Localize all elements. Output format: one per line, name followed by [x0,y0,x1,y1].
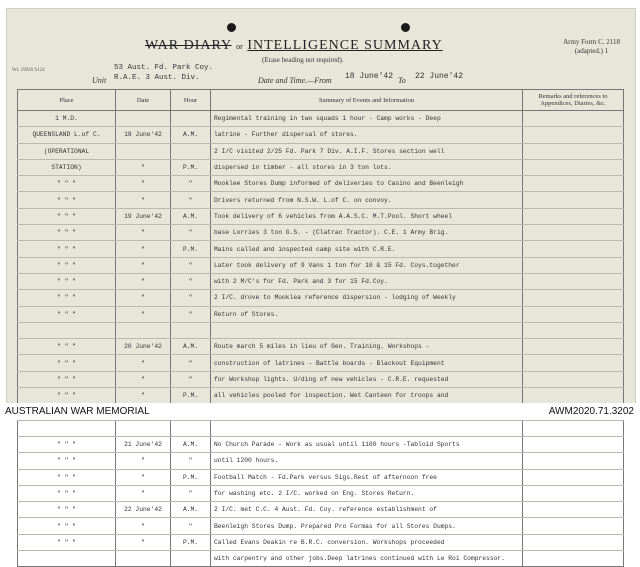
cell-hour: " [171,192,211,208]
cell-remarks [523,551,624,567]
cell-remarks [523,159,624,175]
cell-remarks [523,306,624,322]
cell-date [116,143,171,159]
cell-remarks [523,485,624,501]
cell-remarks [523,355,624,371]
cell-summary: Called Evans Deakin re B.R.C. conversion. Workshops proceeded [211,534,523,550]
cell-place: " " " [18,485,116,501]
cell-date: " [116,518,171,534]
cell-remarks [523,143,624,159]
cell-date: " [116,290,171,306]
table-row [18,127,624,143]
diary-title [145,38,443,54]
cell-place: 1 M.D. [18,111,116,127]
cell-place [18,322,116,338]
cell-date: 20 June'42 [116,339,171,355]
table-row [18,485,624,501]
cell-summary: Route march 5 miles in lieu of Gen. Training. Workshops - [211,339,523,355]
cell-hour: P.M. [171,388,211,404]
cell-place: QUEENSLAND L.of C. [18,127,116,143]
cell-date: " [116,176,171,192]
cell-place: " " " [18,502,116,518]
cell-place: " " " [18,534,116,550]
cell-place [18,551,116,567]
cell-place: " " " [18,436,116,452]
table-row [18,339,624,355]
cell-remarks [523,453,624,469]
cell-summary: for washing etc. 2 I/C. worked on Eng. Stores Return. [211,485,523,501]
cell-hour: A.M. [171,339,211,355]
punch-hole [227,23,236,32]
cell-hour: P.M. [171,469,211,485]
cell-date: 18 June'42 [116,127,171,143]
table-row [18,111,624,127]
form-adapted-text: (adapted.) 1 [574,47,609,56]
title-or: or [236,42,243,51]
cell-place: " " " [18,518,116,534]
cell-place: STATION) [18,159,116,175]
cell-hour: " [171,273,211,289]
cell-date: " [116,225,171,241]
table-row [18,453,624,469]
cell-hour: " [171,176,211,192]
cell-summary: 2 I/C. met C.C. 4 Aust. Fd. Coy. reference establishment of [211,502,523,518]
cell-summary [211,420,523,436]
cell-date: 19 June'42 [116,208,171,224]
cell-hour [171,143,211,159]
cell-summary: dispersed in timber - all stores in 3 ton lots. [211,159,523,175]
cell-summary: 2 I/C. drove to Mooklea reference dispersion - lodging of Weekly [211,290,523,306]
table-row [18,469,624,485]
unit-line-1: 53 Aust. Fd. Park Coy. [114,64,214,72]
table-row [18,502,624,518]
header-remarks: Remarks and references to Appendices, Diaries, &c. [523,90,624,111]
cell-hour: P.M. [171,534,211,550]
cell-date: " [116,273,171,289]
table-row [18,322,624,338]
cell-date [116,111,171,127]
table-row [18,436,624,452]
cell-date: " [116,534,171,550]
cell-date: " [116,371,171,387]
cell-remarks [523,176,624,192]
cell-date [116,551,171,567]
cell-summary: Took delivery of 6 vehicles from A.A.S.C. M.T.Pool. Short wheel [211,208,523,224]
cell-hour: " [171,371,211,387]
table-row [18,143,624,159]
cell-date: " [116,485,171,501]
cell-hour: A.M. [171,127,211,143]
cell-summary: with 2 M/C's for Fd. Park and 3 for 15 Fd.Coy. [211,273,523,289]
cell-hour: " [171,257,211,273]
cell-place: " " " [18,355,116,371]
table-row [18,371,624,387]
cell-date: " [116,306,171,322]
cell-remarks [523,502,624,518]
table-row [18,518,624,534]
form-number-text: Army Form C. 2118 [563,38,620,46]
cell-hour: " [171,518,211,534]
cell-remarks [523,225,624,241]
cell-date: " [116,192,171,208]
table-row [18,225,624,241]
cell-place: " " " [18,388,116,404]
cell-remarks [523,192,624,208]
footer-institution: AUSTRALIAN WAR MEMORIAL [5,406,150,417]
cell-remarks [523,127,624,143]
cell-date: 21 June'42 [116,436,171,452]
cell-summary: construction of latrines - Battle boards - Blackout Equipment [211,355,523,371]
cell-summary: No Church Parade - Work as usual until 1100 hours -Tabloid Sports [211,436,523,452]
cell-date: " [116,241,171,257]
cell-hour: A.M. [171,436,211,452]
cell-hour: A.M. [171,502,211,518]
cell-remarks [523,273,624,289]
table-row [18,306,624,322]
table-header-row [18,90,624,111]
title-war-diary: WAR DIARY [145,38,232,53]
date-to: 22 June'42 [415,72,464,81]
punch-hole [401,23,410,32]
cell-summary: for Workshop lights. U/ding of new vehicles - C.R.E. requested [211,371,523,387]
unit-line-2: R.A.E. 3 Aust. Div. [114,73,200,82]
cell-remarks [523,420,624,436]
cell-date: " [116,257,171,273]
table-row [18,355,624,371]
cell-date: " [116,159,171,175]
cell-remarks [523,339,624,355]
cell-hour: P.M. [171,159,211,175]
cell-summary: latrine - Further dispersal of stores. [211,127,523,143]
cell-hour: " [171,306,211,322]
cell-date: " [116,469,171,485]
cell-place: " " " [18,208,116,224]
cell-remarks [523,436,624,452]
cell-place: (OPERATIONAL [18,143,116,159]
cell-hour: A.M. [171,208,211,224]
cell-place: " " " [18,273,116,289]
cell-summary: Later took delivery of 9 Vans 1 ton for 10 & 15 Fd. Coys.together [211,257,523,273]
table-row [18,388,624,404]
table-row [18,176,624,192]
cell-date: " [116,355,171,371]
cell-place: " " " [18,371,116,387]
cell-summary: Regimental training in two squads 1 hour - Camp works - Deep [211,111,523,127]
table-row [18,551,624,567]
unit-value [114,64,213,84]
cell-summary: Beenleigh Stores Dump. Prepared Pro Formas for all Stores Dumps. [211,518,523,534]
table-row [18,420,624,436]
date-from: 18 June'42 [345,72,394,81]
cell-remarks [523,241,624,257]
cell-date: " [116,388,171,404]
erase-note: (Erase heading not required). [262,56,344,64]
title-intelligence-summary: INTELLIGENCE SUMMARY [247,38,443,53]
cell-place [18,420,116,436]
table-row [18,241,624,257]
cell-hour: " [171,355,211,371]
cell-place: " " " [18,453,116,469]
cell-remarks [523,534,624,550]
cell-summary: Football Match - Fd.Park versus Sigs.Rest of afternoon free [211,469,523,485]
cell-summary: until 1200 hours. [211,453,523,469]
cell-date: " [116,453,171,469]
cell-place: " " " [18,290,116,306]
form-number [563,38,620,56]
cell-place: " " " [18,257,116,273]
cell-hour: " [171,225,211,241]
cell-remarks [523,518,624,534]
cell-hour [171,322,211,338]
table-body [18,111,624,567]
header-date: Date [116,90,171,111]
cell-summary: 2 I/C visited 2/25 Fd. Park 7 Div. A.I.F. Stores section well [211,143,523,159]
table-row [18,257,624,273]
cell-summary: Return of Stores. [211,306,523,322]
table-row [18,192,624,208]
cell-summary: Mooklee Stores Dump informed of deliveries to Casino and Beenleigh [211,176,523,192]
table-row [18,159,624,175]
cell-hour: " [171,485,211,501]
cell-hour [171,111,211,127]
cell-place: " " " [18,192,116,208]
cell-remarks [523,322,624,338]
cell-place: " " " [18,225,116,241]
cell-remarks [523,388,624,404]
diary-table [17,89,624,567]
cell-summary: base Lorries 3 ton G.S. - (Clatrac Tractor). C.E. 1 Army Brig. [211,225,523,241]
cell-place: " " " [18,306,116,322]
corner-code: Wt. 19920 S124 [12,68,45,73]
cell-hour: P.M. [171,241,211,257]
cell-summary: all vehicles pooled for inspection. Wet Canteen for troops and [211,388,523,404]
archive-footer [0,403,640,420]
cell-remarks [523,257,624,273]
cell-remarks [523,290,624,306]
header-summary: Summary of Events and Information [211,90,523,111]
cell-remarks [523,371,624,387]
cell-hour: " [171,453,211,469]
cell-date [116,322,171,338]
cell-place: " " " [18,241,116,257]
unit-label: Unit [92,76,107,85]
header-hour: Hour [171,90,211,111]
cell-date: 22 June'42 [116,502,171,518]
cell-remarks [523,208,624,224]
to-label: To [398,76,406,85]
cell-hour [171,551,211,567]
cell-place: " " " [18,469,116,485]
cell-date [116,420,171,436]
cell-summary: with carpentry and other jobs.Deep latrines continued with Le Roi Compressor. [211,551,523,567]
table-row [18,290,624,306]
date-label: Date and Time.—From [258,76,332,85]
table-row [18,273,624,289]
cell-place: " " " [18,339,116,355]
cell-hour: " [171,290,211,306]
header-place: Place [18,90,116,111]
cell-summary [211,322,523,338]
cell-place: " " " [18,176,116,192]
cell-summary: Drivers returned from N.S.W. L.of C. on convoy. [211,192,523,208]
footer-reference: AWM2020.71.3202 [548,406,634,417]
table-row [18,208,624,224]
cell-remarks [523,111,624,127]
cell-summary: Mains called and inspected camp site with C.R.E. [211,241,523,257]
cell-hour [171,420,211,436]
table-row [18,534,624,550]
cell-remarks [523,469,624,485]
